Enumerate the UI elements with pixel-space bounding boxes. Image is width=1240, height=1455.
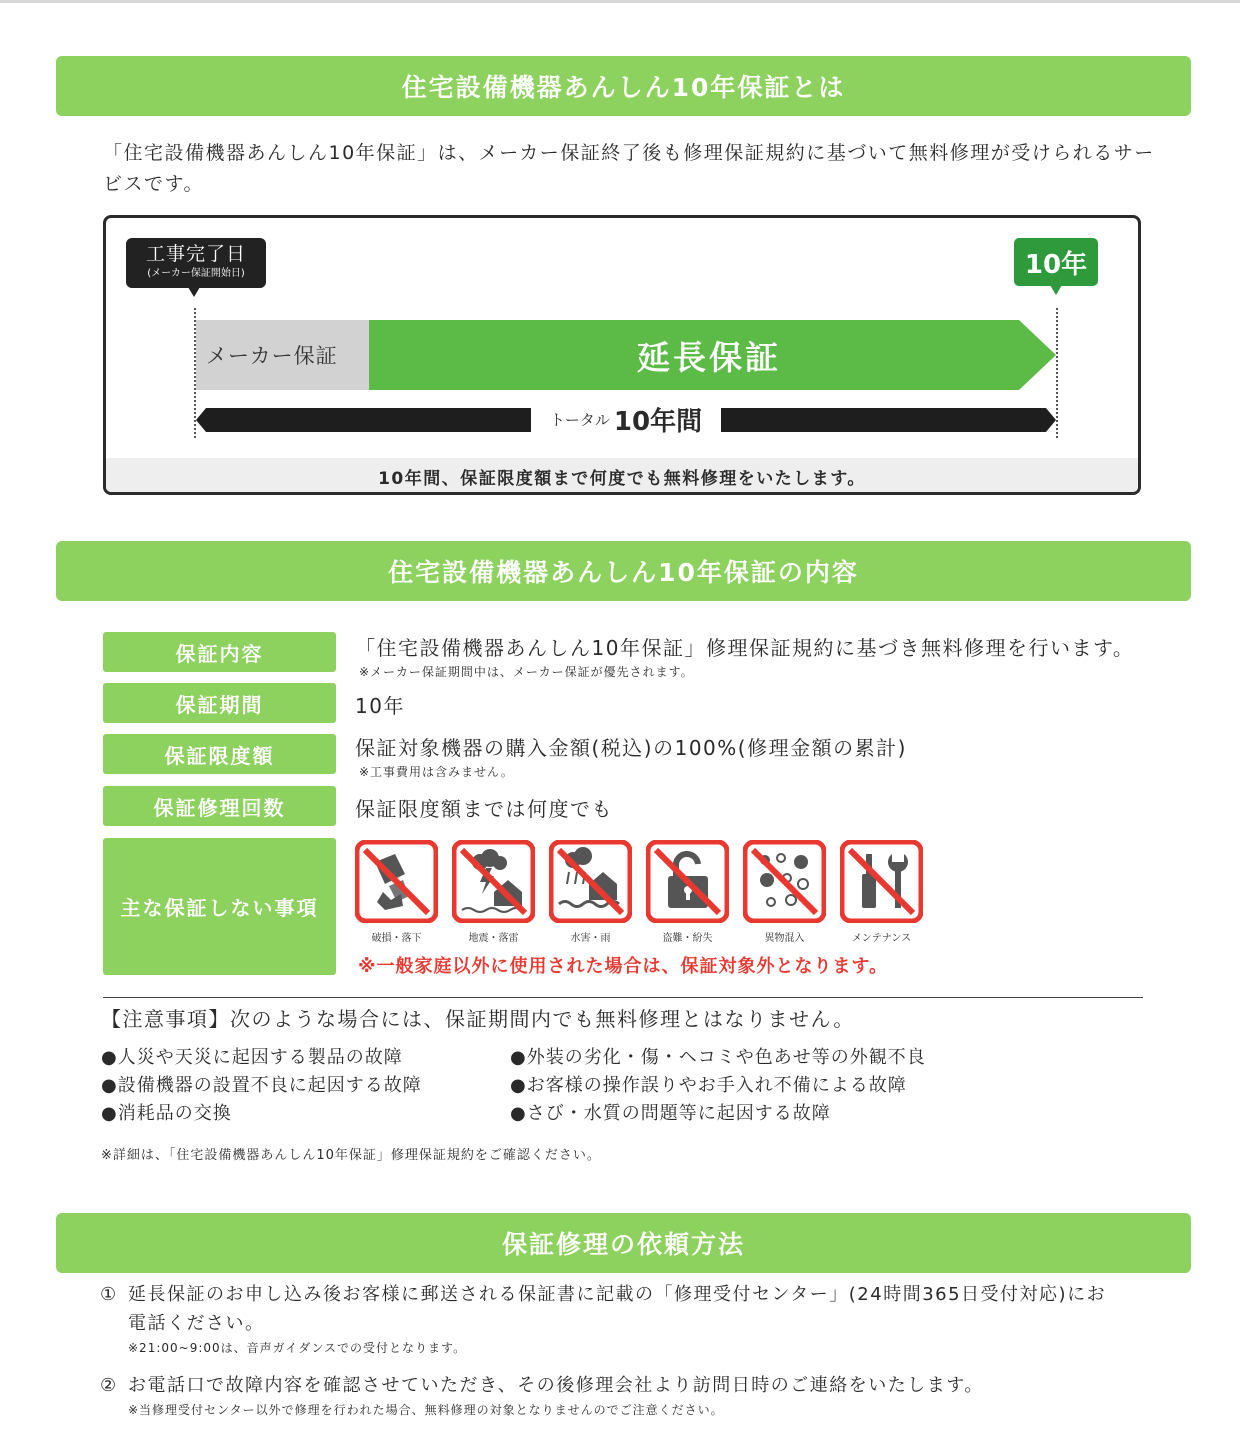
exclusion-icons [355, 840, 923, 944]
caution-item: ● 人災や天災に起因する製品の故障 [101, 1044, 422, 1072]
maker-warranty-segment: メーカー保証 [196, 320, 369, 390]
label-repair-times: 保証修理回数 [103, 786, 336, 826]
label-warranty-period: 保証期間 [103, 683, 336, 723]
start-date-sub: (メーカー保証開始日) [147, 268, 245, 279]
step-1 [100, 1280, 1118, 1358]
step-2 [100, 1371, 1118, 1420]
caution-list-right [510, 1044, 926, 1128]
total-prefix: トータル [549, 410, 610, 429]
value-repair-times: 保証限度額までは何度でも [355, 797, 613, 821]
caution-list-left [101, 1044, 422, 1128]
theft-loss-icon [646, 840, 729, 923]
timeline-footer: 10年間、保証限度額まで何度でも無料修理をいたします。 [106, 458, 1138, 495]
label-warranty-content: 保証内容 [103, 632, 336, 672]
end-year-badge: 10年 [1014, 238, 1098, 286]
end-marker-line [1056, 308, 1058, 438]
exclusion-warning: ※一般家庭以外に使用された場合は、保証対象外となります。 [358, 956, 889, 977]
maintenance-icon [840, 840, 923, 923]
warranty-limit-text: 保証対象機器の購入金額(税込)の100%(修理金額の累計) [355, 736, 907, 760]
label-exclusions: 主な保証しない事項 [103, 838, 336, 975]
exclusion-caption: 破損・落下 [371, 933, 422, 944]
step-text: お電話口で故障内容を確認させていただき、その後修理会社より訪問日時のご連絡をいたします。 [128, 1375, 984, 1396]
extended-warranty-label: 延長保証 [637, 337, 781, 377]
exclusion-item [452, 840, 535, 944]
label-warranty-limit: 保証限度額 [103, 734, 336, 774]
total-period-label [531, 400, 721, 438]
intro-text: 「住宅設備機器あんしん10年保証」は、メーカー保証終了後も修理保証規約に基づいて無料修理が受けられるサービスです。 [103, 142, 1155, 195]
exclusion-item [549, 840, 632, 944]
exclusion-caption: 盗難・紛失 [662, 933, 713, 944]
broken-fall-icon [355, 840, 438, 923]
caution-title: 【注意事項】次のような場合には、保証期間内でも無料修理とはなりません。 [101, 1007, 855, 1031]
caution-divider [103, 997, 1143, 998]
start-date-label: 工事完了日 [145, 243, 246, 265]
exclusion-caption: メンテナンス [851, 933, 912, 944]
value-warranty-content [355, 632, 1134, 680]
value-warranty-limit [355, 732, 907, 780]
step-number: ① [100, 1284, 118, 1305]
earthquake-lightning-icon [452, 840, 535, 923]
step-number: ② [100, 1375, 118, 1396]
step-note: ※21:00~9:00は、音声ガイダンスでの受付となります。 [128, 1341, 467, 1355]
total-value: 10年間 [613, 406, 703, 437]
exclusion-item [646, 840, 729, 944]
foreign-object-icon [743, 840, 826, 923]
caution-item: ● さび・水質の問題等に起因する故障 [510, 1100, 926, 1128]
value-warranty-period: 10年 [355, 694, 405, 718]
exclusion-caption: 地震・落雷 [468, 933, 519, 944]
section-title-request: 保証修理の依頼方法 [56, 1213, 1191, 1273]
step-note: ※当修理受付センター以外で修理を行われた場合、無料修理の対象となりませんのでご注意ください。 [128, 1403, 724, 1417]
warranty-content-text: 「住宅設備機器あんしん10年保証」修理保証規約に基づき無料修理を行います。 [355, 636, 1135, 660]
section-title-about: 住宅設備機器あんしん10年保証とは [56, 56, 1191, 116]
caution-item: ● 消耗品の交換 [101, 1100, 422, 1128]
exclusion-caption: 異物混入 [764, 933, 805, 944]
exclusion-item [355, 840, 438, 944]
warranty-content-note: ※メーカー保証期間中は、メーカー保証が優先されます。 [359, 665, 694, 679]
caution-item: ● 設備機器の設置不良に起因する故障 [101, 1072, 422, 1100]
exclusion-item [743, 840, 826, 944]
top-rule [0, 0, 1240, 3]
exclusion-item [840, 840, 923, 944]
start-date-bubble [126, 238, 266, 288]
step-text: 延長保証のお申し込み後お客様に郵送される保証書に記載の「修理受付センター」(24時間365日受付対応)にお電話ください。 [128, 1284, 1107, 1334]
timeline-box [103, 215, 1141, 495]
caution-item: ● 外装の劣化・傷・ヘコミや色あせ等の外観不良 [510, 1044, 926, 1072]
details-note: ※詳細は、「住宅設備機器あんしん10年保証」修理保証規約をご確認ください。 [101, 1148, 601, 1163]
warranty-limit-note: ※工事費用は含みません。 [359, 765, 514, 779]
section-title-content: 住宅設備機器あんしん10年保証の内容 [56, 541, 1191, 601]
caution-item: ● お客様の操作誤りやお手入れ不備による故障 [510, 1072, 926, 1100]
exclusion-caption: 水害・雨 [570, 933, 611, 944]
flood-rain-icon [549, 840, 632, 923]
